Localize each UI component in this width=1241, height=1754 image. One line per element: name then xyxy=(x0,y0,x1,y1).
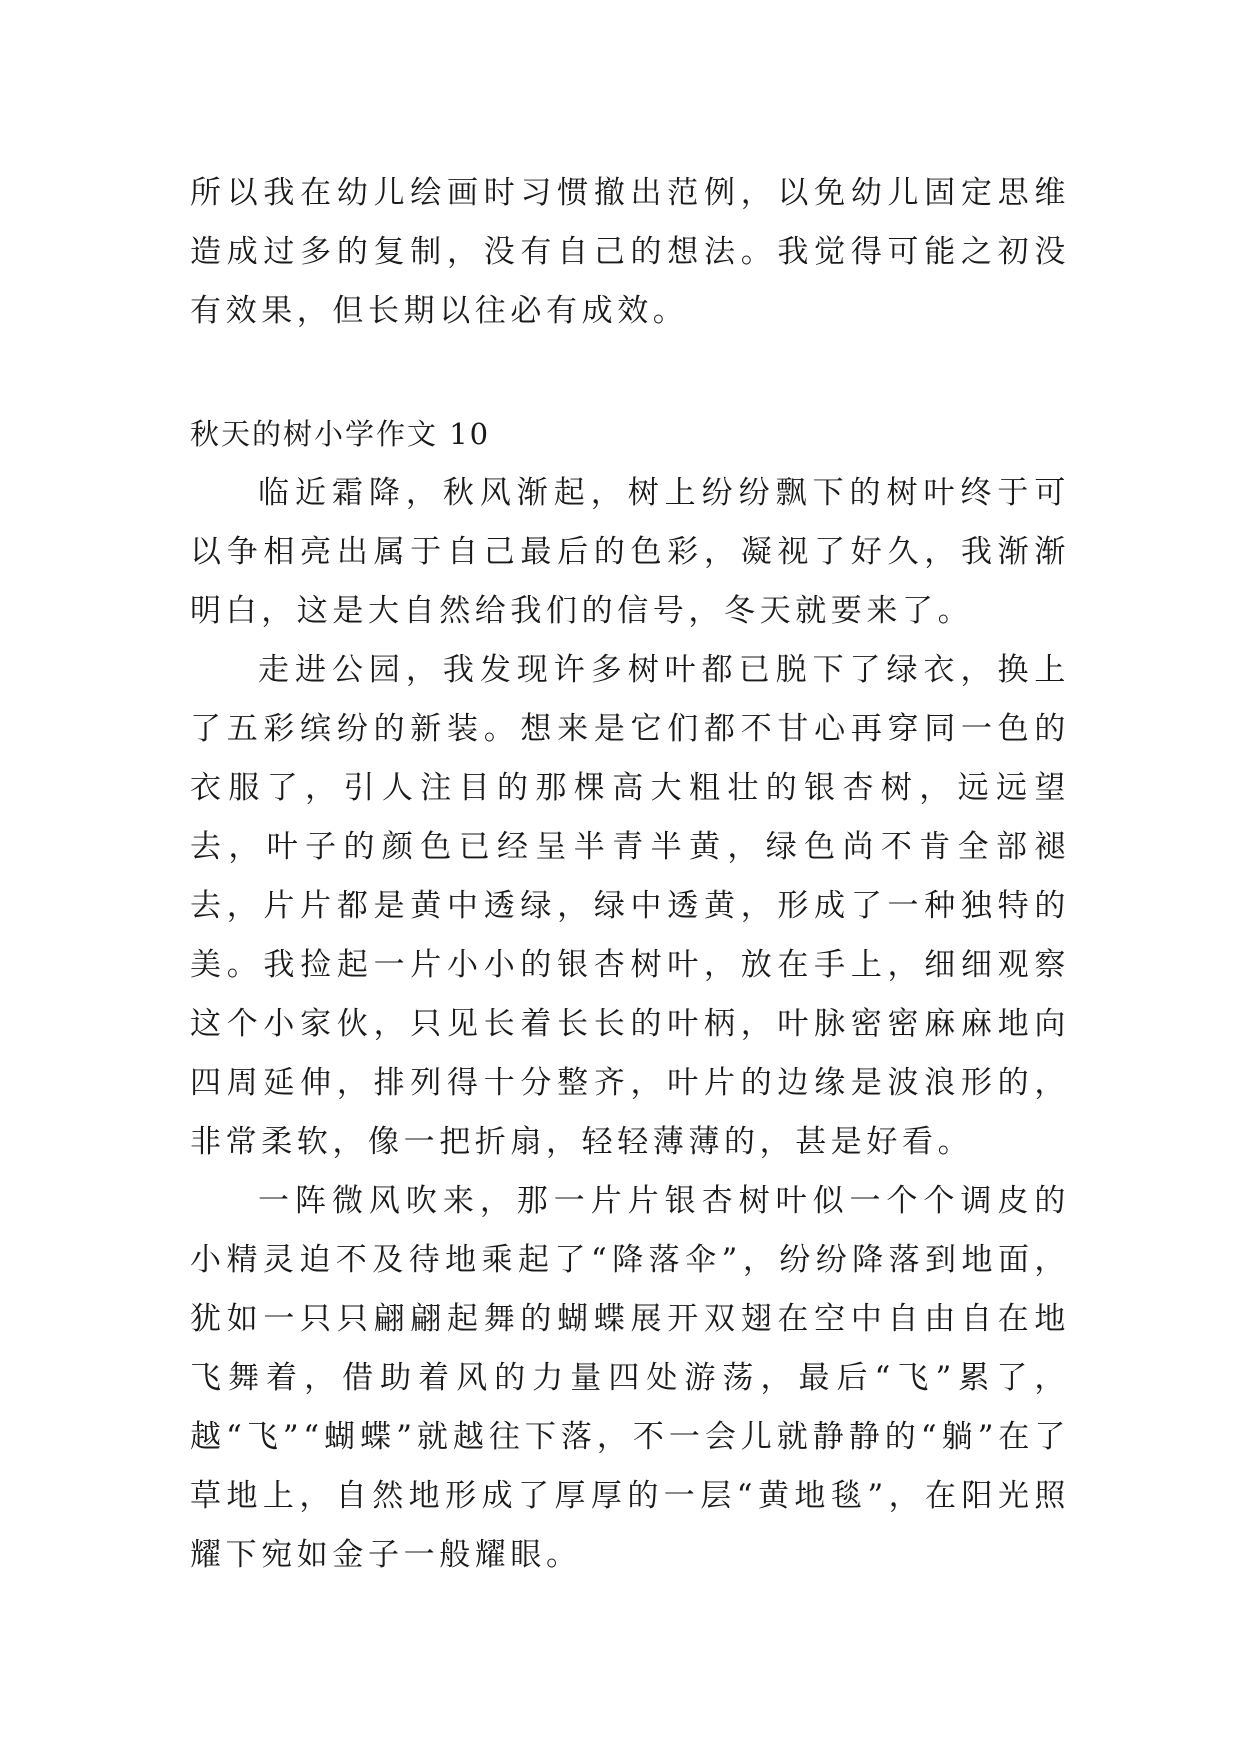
essay-paragraph-2: 走进公园，我发现许多树叶都已脱下了绿衣，换上了五彩缤纷的新装。想来是它们都不甘心再穿同一色的衣服了，引人注目的那棵高大粗壮的银杏树，远远望去，叶子的颜色已经呈半青半黄，绿色尚不肯全部褪去，片片都是黄中透绿，绿中透黄，形成了一种独特的美。我捡起一片小小的银杏树叶，放在手上，细细观察这个小家伙，只见长着长长的叶柄，叶脉密密麻麻地向四周延伸，排列得十分整齐，叶片的边缘是波浪形的，非常柔软，像一把折扇，轻轻薄薄的，甚是好看。 xyxy=(190,652,1070,1160)
essay-paragraph-1: 临近霜降，秋风渐起，树上纷纷飘下的树叶终于可以争相亮出属于自己最后的色彩，凝视了好久，我渐渐明白，这是大自然给我们的信号，冬天就要来了。 xyxy=(190,475,1070,629)
intro-paragraph: 所以我在幼儿绘画时习惯撤出范例，以免幼儿固定思维造成过多的复制，没有自己的想法。我觉得可能之初没有效果，但长期以往必有成效。 xyxy=(190,175,1070,329)
essay-title: 秋天的树小学作文 10 xyxy=(190,417,491,451)
document-body xyxy=(190,164,1070,1585)
section-gap xyxy=(190,341,1070,405)
essay-paragraph-3: 一阵微风吹来，那一片片银杏树叶似一个个调皮的小精灵迫不及待地乘起了“降落伞”，纷纷降落到地面，犹如一只只翩翩起舞的蝴蝶展开双翅在空中自由自在地飞舞着，借助着风的力量四处游荡，最后“飞”累了，越“飞”“蝴蝶”就越往下落，不一会儿就静静的“躺”在了草地上，自然地形成了厚厚的一层“黄地毯”，在阳光照耀下宛如金子一般耀眼。 xyxy=(190,1183,1070,1573)
